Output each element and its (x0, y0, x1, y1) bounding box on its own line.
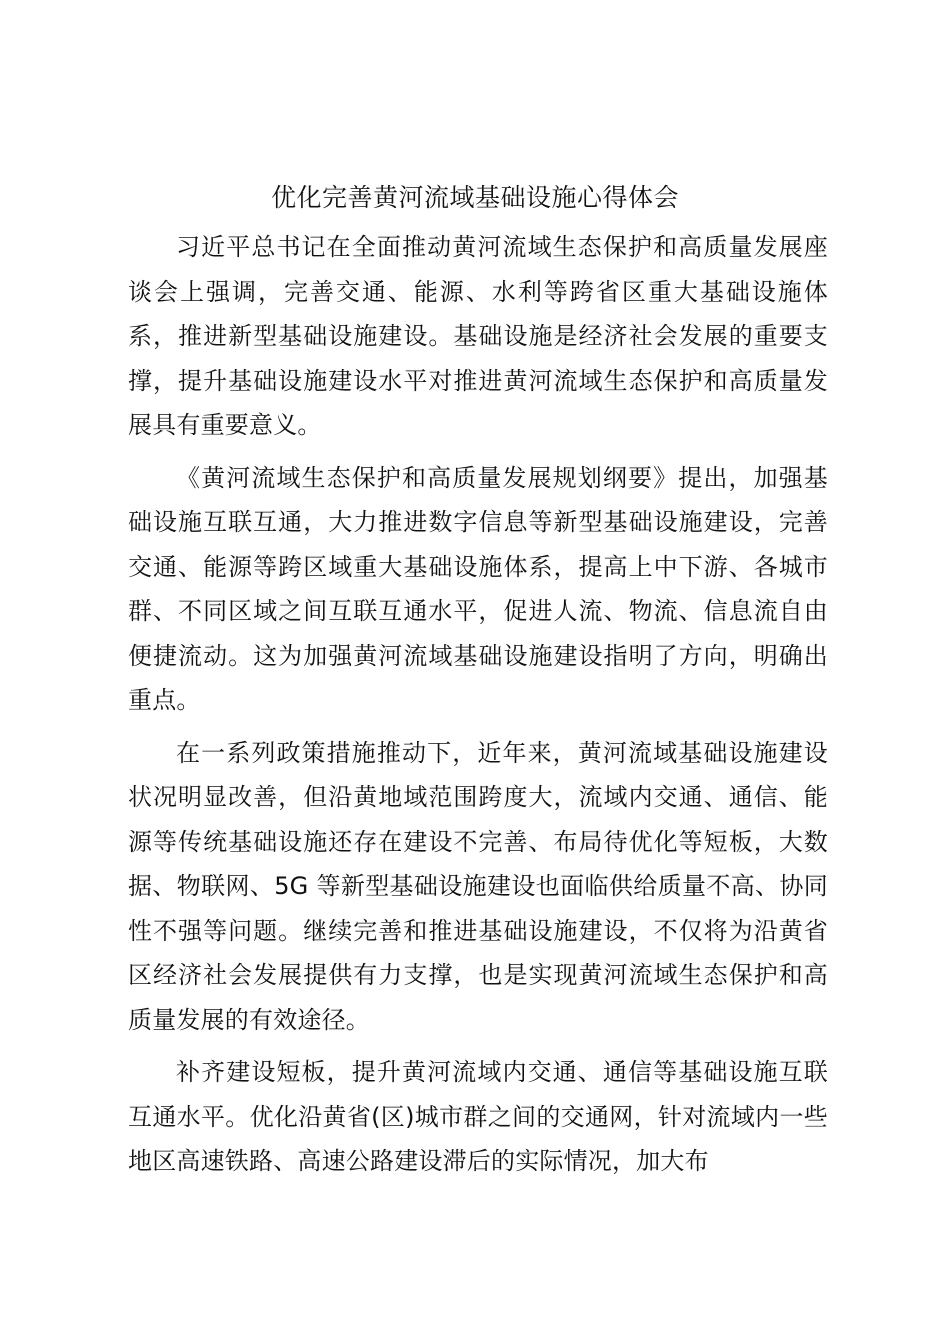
paragraph-4: 补齐建设短板，提升黄河流域内交通、通信等基础设施互联互通水平。优化沿黄省(区)城市群之间的交通网，针对流域内一些地区高速铁路、高速公路建设滞后的实际情况，加大布 (128, 1058, 828, 1175)
document-body (128, 225, 828, 1184)
paragraph-2: 《黄河流域生态保护和高质量发展规划纲要》提出，加强基础设施互联互通，大力推进数字信息等新型基础设施建设，完善交通、能源等跨区域重大基础设施体系，提高上中下游、各城市群、不同区域之间互联互通水平，促进人流、物流、信息流自由便捷流动。这为加强黄河流域基础设施建设指明了方向，明确出重点。 (128, 463, 828, 714)
document-title: 优化完善黄河流域基础设施心得体会 (270, 183, 679, 212)
paragraph-1: 习近平总书记在全面推动黄河流域生态保护和高质量发展座谈会上强调，完善交通、能源、水利等跨省区重大基础设施体系，推进新型基础设施建设。基础设施是经济社会发展的重要支撑，提升基础设施建设水平对推进黄河流域生态保护和高质量发展具有重要意义。 (128, 233, 828, 439)
paragraph-3: 在一系列政策措施推动下，近年来，黄河流域基础设施建设状况明显改善，但沿黄地域范围跨度大，流域内交通、通信、能源等传统基础设施还存在建设不完善、布局待优化等短板，大数据、物联网、5G 等新型基础设施建设也面临供给质量不高、协同性不强等问题。继续完善和推进基础设施建设，不仅将为沿黄省区经济社会发展提供有力支撑，也是实现黄河流域生态保护和高质量发展的有效途径。 (128, 738, 828, 1034)
